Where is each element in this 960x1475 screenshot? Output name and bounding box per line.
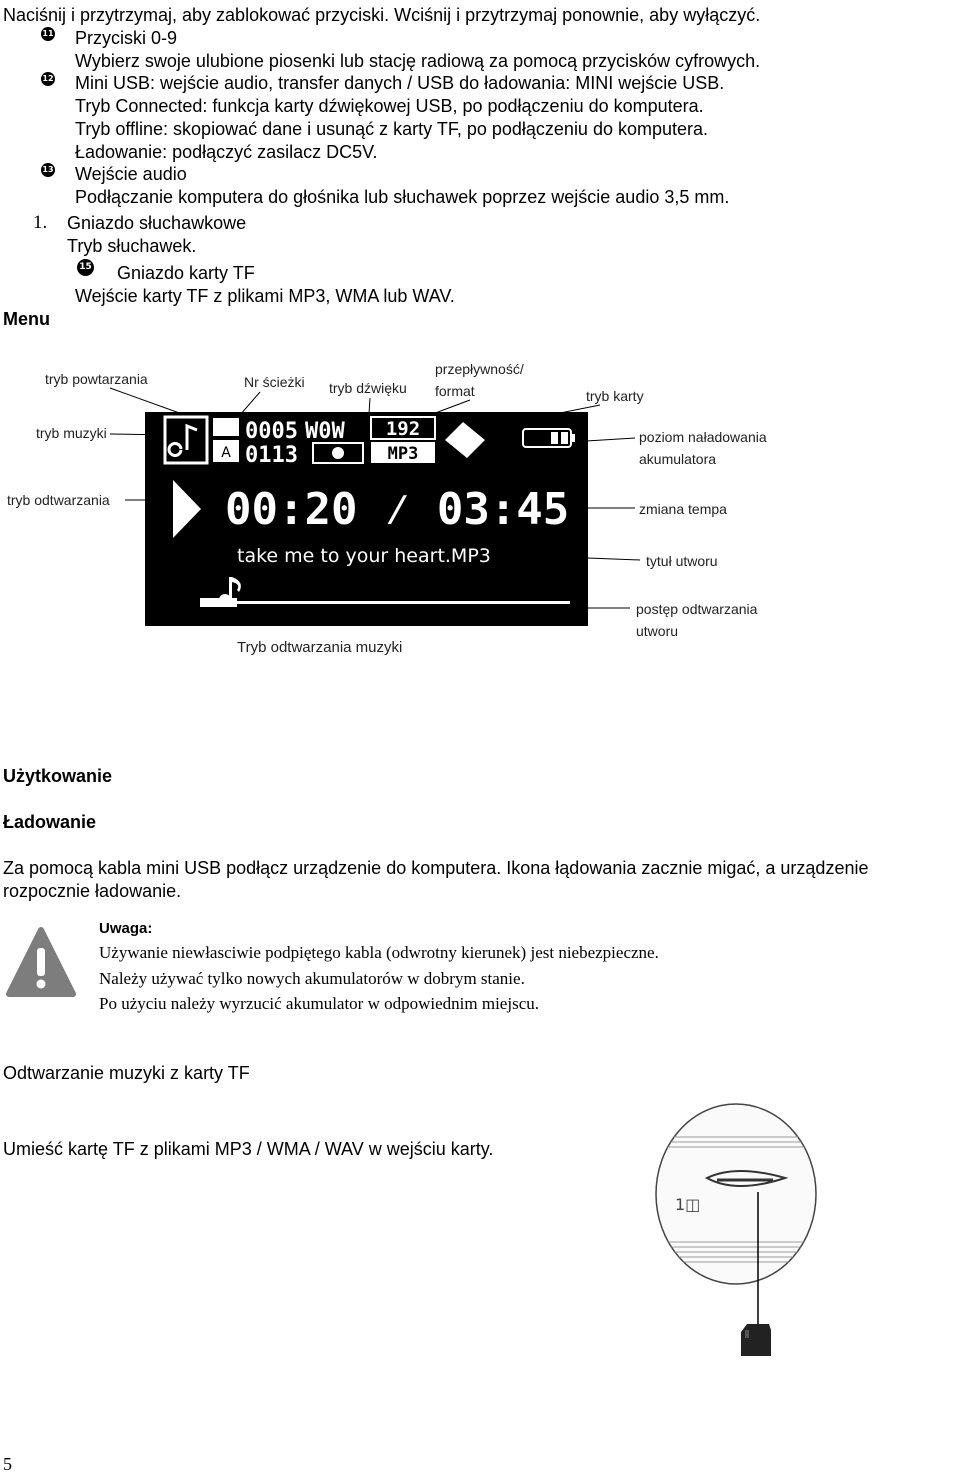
tf-instruction: Umieść kartę TF z plikami MP3 / WMA / WAV w wejściu karty.	[3, 1139, 494, 1159]
badge-11-icon: 11	[41, 27, 55, 41]
callout-card-mode: tryb karty	[586, 388, 644, 404]
micro-sd-card-icon	[741, 1324, 771, 1356]
callout-play-mode: tryb odtwarzania	[7, 492, 110, 508]
callout-tempo: zmiana tempa	[639, 501, 727, 517]
charging-text-line-2: rozpocznie ładowanie.	[3, 881, 182, 901]
badge-15-icon: 15	[77, 259, 94, 276]
callout-battery: poziom naładowania	[639, 429, 767, 445]
charging-text-line-1: Za pomocą kabla mini USB podłącz urządzenie do komputera. Ikona łądowania zacznie migać, a urządzenie	[3, 858, 869, 878]
callout-track-number: Nr ścieżki	[244, 374, 305, 390]
menu-label: Menu	[3, 309, 50, 329]
charging-heading: Ładowanie	[3, 812, 97, 832]
tf-card-illustration	[655, 1102, 818, 1370]
callout-bitrate: przepływność/	[435, 361, 524, 377]
page-number: 5	[3, 1454, 12, 1474]
diagram-caption: Tryb odtwarzania muzyki	[237, 639, 403, 656]
callout-progress-2: utworu	[636, 623, 679, 639]
list-number: 1.	[33, 212, 48, 233]
format-value: MP3	[387, 444, 419, 464]
progress-fill	[200, 598, 237, 607]
callout-format: format	[435, 383, 475, 399]
item-12-line-1: Tryb Connected: funkcja karty dźwiękowej USB, po podłączeniu do komputera.	[75, 96, 704, 116]
tf-heading: Odtwarzanie muzyki z karty TF	[3, 1063, 250, 1083]
badge-13-icon: 13	[41, 163, 55, 177]
lcd-screen	[145, 412, 588, 626]
warning-line-3: Po użyciu należy wyrzucić akumulator w odpowiednim miejscu.	[99, 994, 539, 1013]
music-playback-diagram	[0, 350, 960, 670]
warning-line-1: Używanie niewłasciwie podpiętego kabla (odwrotny kierunek) jest niebezpieczne.	[99, 943, 659, 962]
lock-instruction: Naciśnij i przytrzymaj, aby zablokować przyciski. Wciśnij i przytrzymaj ponownie, aby wyłączyć.	[3, 5, 761, 25]
callout-battery-2: akumulatora	[639, 451, 717, 467]
item-12-title: Mini USB: wejście audio, transfer danych / USB do ładowania: MINI wejście USB.	[75, 73, 725, 93]
item-14-line: Tryb słuchawek.	[67, 236, 197, 256]
callout-song-title: tytuł utworu	[646, 553, 718, 569]
callout-repeat-mode: tryb powtarzania	[45, 371, 148, 387]
sound-mode-top: W0W	[305, 419, 345, 444]
repeat-icon	[213, 418, 239, 462]
item-14-title: Gniazdo słuchawkowe	[67, 213, 247, 233]
item-11-line: Wybierz swoje ulubione piosenki lub stację radiową za pomocą przycisków cyfrowych.	[75, 51, 761, 71]
track-number-top: 0005	[245, 419, 298, 444]
usage-heading: Użytkowanie	[3, 766, 113, 786]
badge-12-icon: 12	[41, 72, 55, 86]
item-11-title: Przyciski 0-9	[75, 28, 178, 48]
track-number-bottom: 0113	[245, 443, 298, 468]
warning-line-2: Należy używać tylko nowych akumulatorów w dobrym stanie.	[99, 969, 525, 988]
item-15-title: Gniazdo karty TF	[117, 263, 255, 283]
item-12-line-2: Tryb offline: skopiować dane i usunąć z karty TF, po podłączeniu do komputera.	[75, 119, 709, 139]
item-13-title: Wejście audio	[75, 164, 187, 184]
ab-label: A	[221, 445, 231, 461]
warning-icon	[6, 926, 76, 998]
playback-time: 00:20 ⁄ 03:45	[225, 484, 570, 535]
callout-progress: postęp odtwarzania	[636, 601, 758, 617]
item-12-line-3: Ładowanie: podłączyć zasilacz DC5V.	[75, 142, 378, 162]
item-15-line: Wejście karty TF z plikami MP3, WMA lub WAV.	[75, 286, 455, 306]
callout-music-mode: tryb muzyki	[36, 425, 107, 441]
bitrate-value: 192	[385, 418, 421, 440]
warning-title: Uwaga:	[99, 920, 153, 937]
progress-track	[200, 601, 570, 604]
tf-symbol-icon: 1◫	[675, 1195, 701, 1214]
song-title: take me to your heart.MP3	[237, 545, 491, 567]
item-13-line: Podłączanie komputera do głośnika lub słuchawek poprzez wejście audio 3,5 mm.	[75, 187, 730, 207]
callout-sound-mode: tryb dźwięku	[329, 380, 407, 396]
